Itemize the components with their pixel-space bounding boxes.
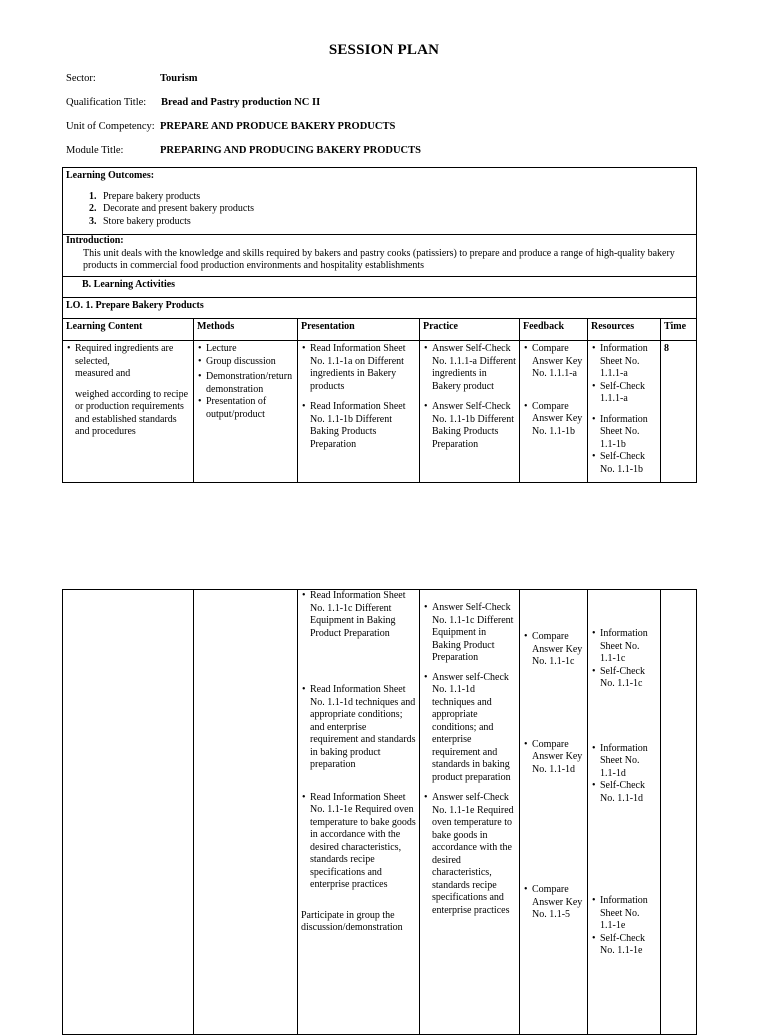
methods-cell bbox=[194, 590, 298, 1035]
practice-cell bbox=[420, 341, 520, 483]
session-plan-table bbox=[62, 167, 697, 483]
lo-row bbox=[63, 298, 697, 319]
list-item: • Lecture bbox=[197, 343, 294, 356]
module-label: Module Title: bbox=[66, 145, 124, 156]
table-row bbox=[63, 341, 697, 483]
learning-outcome-item: 2. Decorate and present bakery products bbox=[99, 203, 693, 216]
list-item: • Read Information Sheet No. 1.1-1c Different Equipment in Baking Product Preparation bbox=[301, 590, 416, 640]
list-item: • Read Information Sheet No. 1.1-1b Different Baking Products Preparation bbox=[301, 401, 416, 451]
col-header-learning-content: Learning Content bbox=[63, 319, 194, 341]
introduction-row bbox=[63, 235, 697, 277]
list-item: • Read Information Sheet No. 1.1-1a on Different ingredients in Bakery products bbox=[301, 343, 416, 393]
list-item: • Self-Check No. 1.1-1e bbox=[591, 933, 657, 958]
presentation-cell bbox=[298, 590, 420, 1035]
list-item: • Read Information Sheet No. 1.1-1d techniques and appropriate conditions; and enterprise requirement and standards in baking product preparation bbox=[301, 684, 416, 772]
list-item: • Answer self-Check No. 1.1-1d techniques and appropriate conditions; and enterprise requirement and standards in baking product preparation bbox=[423, 672, 516, 785]
feedback-cell bbox=[520, 341, 588, 483]
list-item: • Required ingredients are selected, measured and weighed according to recipe or production requirements and established standards and procedures bbox=[66, 343, 190, 439]
list-item: • Demonstration/return demonstration bbox=[197, 371, 294, 396]
list-item: • Answer Self-Check No. 1.1.1-a Different ingredients in Bakery product bbox=[423, 343, 516, 393]
list-item: • Compare Answer Key No. 1.1.1-a bbox=[523, 343, 584, 381]
module-value: PREPARING AND PRODUCING BAKERY PRODUCTS bbox=[160, 145, 421, 156]
continuation-table bbox=[62, 589, 697, 1035]
learning-outcomes-row bbox=[63, 168, 697, 235]
list-item: • Answer self-Check No. 1.1-1e Required oven temperature to bake goods in accordance with the desired characteristics, standards recipe specifications and enterprise practices bbox=[423, 792, 516, 917]
list-item: • Information Sheet No. 1.1-1e bbox=[591, 895, 657, 933]
list-item: • Presentation of output/product bbox=[197, 396, 294, 421]
introduction-text: This unit deals with the knowledge and skills required by bakers and pastry cooks (patissiers) to prepare and produce a range of high-quality bakery products in commercial food production environments and hospitality establishments bbox=[83, 247, 675, 271]
list-item: • Answer Self-Check No. 1.1-1b Different Baking Products Preparation bbox=[423, 401, 516, 451]
list-item: • Group discussion bbox=[197, 356, 294, 369]
unit-value: PREPARE AND PRODUCE BAKERY PRODUCTS bbox=[160, 121, 396, 132]
learning-outcomes-list bbox=[66, 191, 693, 229]
list-item: • Compare Answer Key No. 1.1-1d bbox=[523, 739, 584, 777]
resources-cell bbox=[588, 341, 661, 483]
learning-content-cell bbox=[63, 590, 194, 1035]
introduction-cell bbox=[63, 235, 697, 277]
list-item: • Compare Answer Key No. 1.1-1c bbox=[523, 631, 584, 669]
sector-label: Sector: bbox=[66, 73, 96, 84]
list-item: • Compare Answer Key No. 1.1-5 bbox=[523, 884, 584, 922]
list-item: • Read Information Sheet No. 1.1-1e Required oven temperature to bake goods in accordance with the desired characteristics, standards recipe specifications and enterprise practices bbox=[301, 792, 416, 892]
qualification-label: Qualification Title: bbox=[66, 97, 147, 108]
col-header-time: Time bbox=[661, 319, 697, 341]
list-item: • Information Sheet No. 1.1-1c bbox=[591, 628, 657, 666]
learning-outcome-item: 1. Prepare bakery products bbox=[99, 191, 693, 204]
list-item: • Information Sheet No. 1.1-1d bbox=[591, 743, 657, 781]
list-item: • Information Sheet No. 1.1-1b bbox=[591, 414, 657, 452]
unit-label: Unit of Competency: bbox=[66, 121, 155, 132]
col-header-methods: Methods bbox=[194, 319, 298, 341]
learning-outcomes-cell bbox=[63, 168, 697, 235]
learning-outcome-item: 3. Store bakery products bbox=[99, 216, 693, 229]
list-item: • Compare Answer Key No. 1.1-1b bbox=[523, 401, 584, 439]
learning-activities-heading: B. Learning Activities bbox=[63, 277, 697, 298]
col-header-practice: Practice bbox=[420, 319, 520, 341]
group-discussion-text: Participate in group the discussion/demonstration bbox=[301, 909, 403, 933]
learning-content-cell bbox=[63, 341, 194, 483]
resources-cell bbox=[588, 590, 661, 1035]
learning-outcomes-heading: Learning Outcomes: bbox=[66, 170, 155, 181]
list-item: • Self-Check No. 1.1-1b bbox=[591, 451, 657, 476]
methods-cell bbox=[194, 341, 298, 483]
list-item: • Information Sheet No. 1.1.1-a bbox=[591, 343, 657, 381]
col-header-resources: Resources bbox=[588, 319, 661, 341]
introduction-heading: Introduction: bbox=[66, 235, 124, 246]
qualification-value: Bread and Pastry production NC II bbox=[161, 97, 321, 108]
table-row bbox=[63, 590, 697, 1035]
practice-cell bbox=[420, 590, 520, 1035]
list-item: • Answer Self-Check No. 1.1-1c Different Equipment in Baking Product Preparation bbox=[423, 602, 516, 665]
col-header-presentation: Presentation bbox=[298, 319, 420, 341]
list-item: • Self-Check No. 1.1-1c bbox=[591, 666, 657, 691]
presentation-cell bbox=[298, 341, 420, 483]
col-header-feedback: Feedback bbox=[520, 319, 588, 341]
time-cell bbox=[661, 590, 697, 1035]
lo-heading: LO. 1. Prepare Bakery Products bbox=[63, 298, 697, 319]
time-cell: 8 bbox=[661, 341, 697, 483]
sector-value: Tourism bbox=[160, 73, 198, 84]
list-item: • Self-Check No. 1.1-1d bbox=[591, 780, 657, 805]
activities-row bbox=[63, 277, 697, 298]
page-title: SESSION PLAN bbox=[328, 42, 440, 58]
feedback-cell bbox=[520, 590, 588, 1035]
column-header-row bbox=[63, 319, 697, 341]
list-item: • Self-Check 1.1.1-a bbox=[591, 381, 657, 406]
